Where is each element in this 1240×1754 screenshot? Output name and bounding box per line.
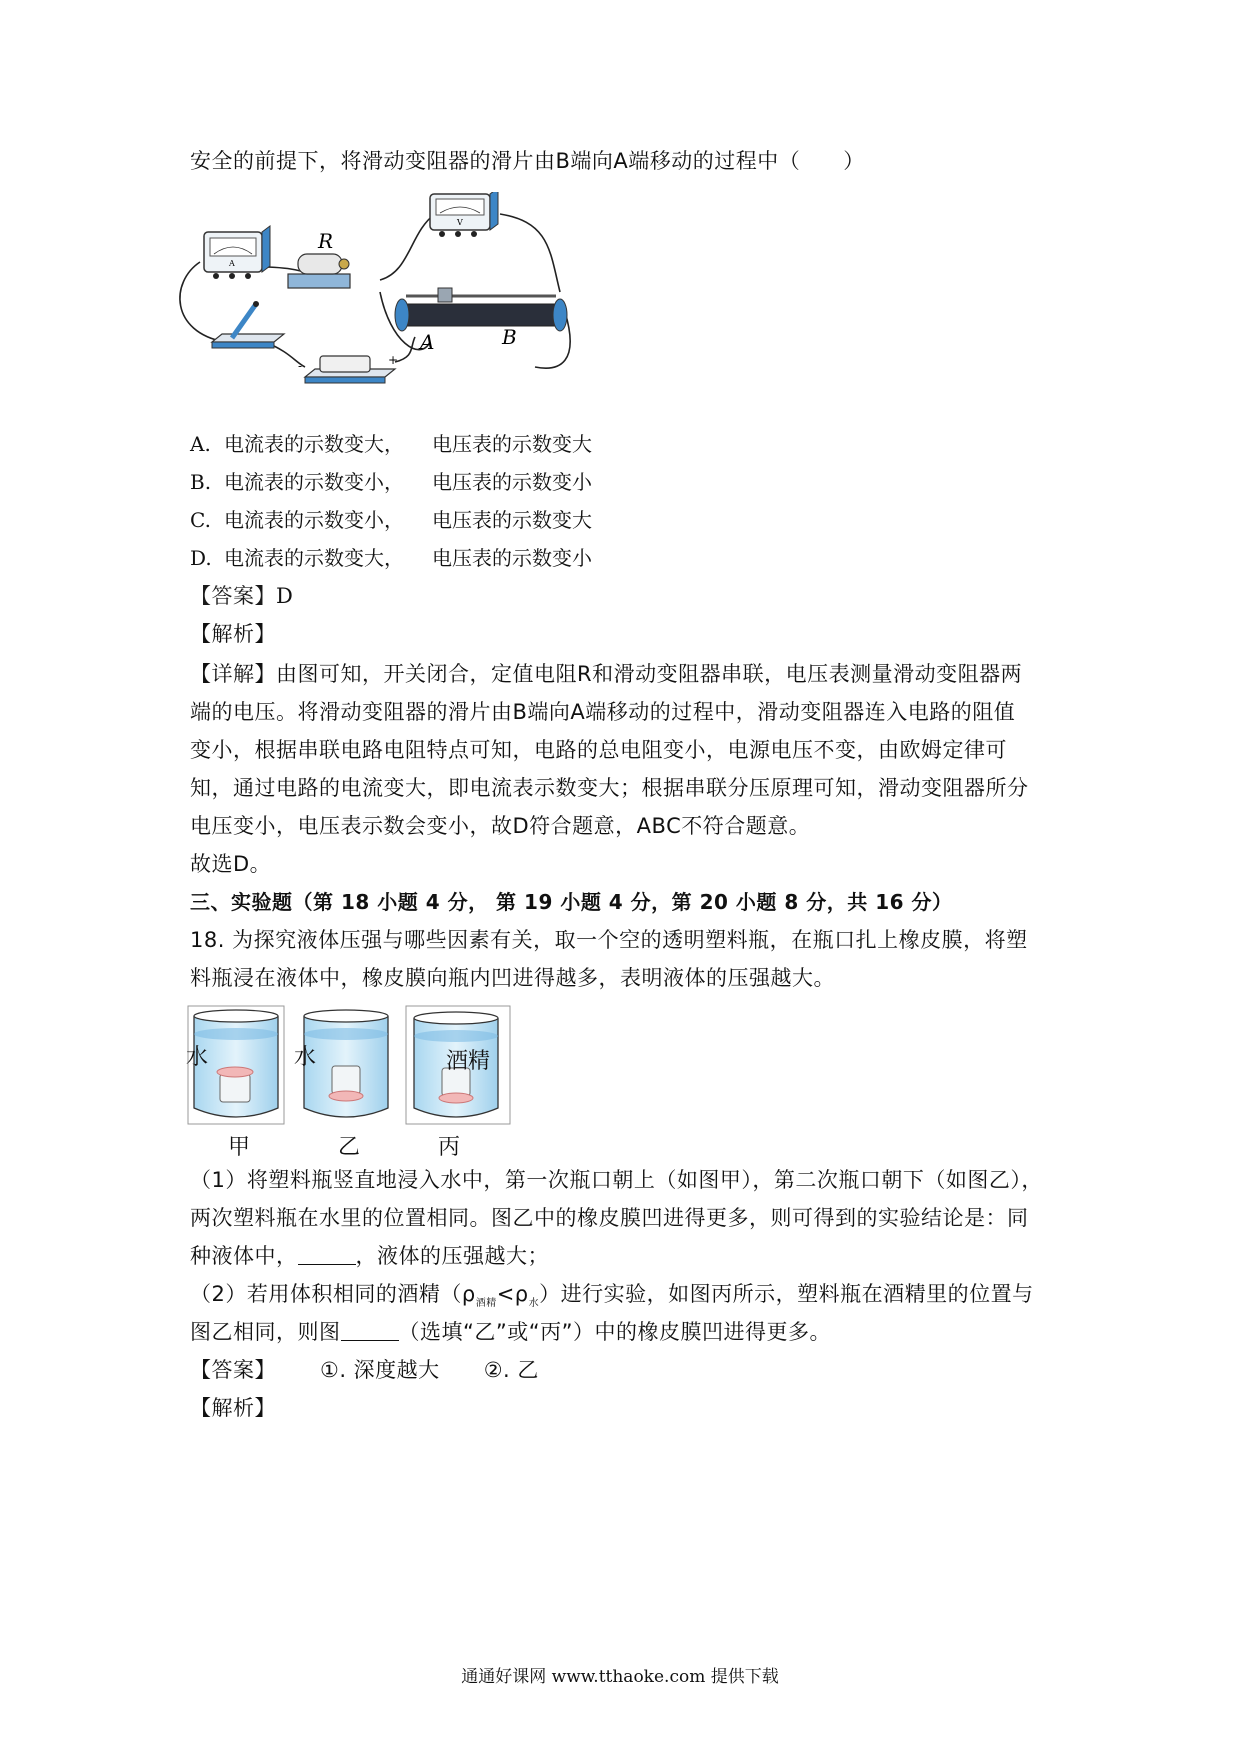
option-a: A. 电流表的示数变大， 电压表的示数变大 (190, 432, 592, 456)
q18-stem-line: 18. 为探究液体压强与哪些因素有关，取一个空的透明塑料瓶，在瓶口扎上橡皮膜，将塑 (190, 928, 1028, 952)
q17-detail-line: 变小，根据串联电路电阻特点可知，电路的总电阻变小，电源电压不变，由欧姆定律可 (190, 738, 1007, 762)
q17-detail-line: 端的电压。将滑动变阻器的滑片由B端向A端移动的过程中，滑动变阻器连入电路的阻值 (190, 700, 1016, 724)
liquid-label-yi: 水 (294, 1045, 317, 1070)
voltmeter (430, 192, 498, 237)
ammeter (204, 226, 270, 279)
circuit-figure (170, 192, 590, 432)
q17-analysis-tag: 【解析】 (190, 622, 276, 646)
q18-part1-line: 两次塑料瓶在水里的位置相同。图乙中的橡皮膜凹进得更多，则可得到的实验结论是：同 (190, 1206, 1029, 1230)
svg-text:B: B (502, 325, 517, 349)
option-b: B. 电流表的示数变小， 电压表的示数变小 (190, 470, 592, 494)
answer-blank-1[interactable] (298, 1244, 356, 1265)
svg-text:+: + (388, 353, 399, 367)
q17-detail-line: 【详解】由图可知，开关闭合，定值电阻R和滑动变阻器串联，电压表测量滑动变阻器两 (190, 662, 1023, 686)
svg-text:A: A (229, 259, 235, 268)
liquid-label-jia: 水 (186, 1045, 209, 1070)
q18-part1-line: （1）将塑料瓶竖直地浸入水中，第一次瓶口朝上（如图甲），第二次瓶口朝下（如图乙）， (190, 1168, 1043, 1192)
liquid-label-bing: 酒精 (446, 1049, 491, 1074)
q18-part2-line1: （2）若用体积相同的酒精$(\rho_{酒精}<\rho_水)$进行实验，如图丙所示，塑料瓶在酒精里的位置与 (190, 1282, 1034, 1310)
svg-text:R: R (318, 229, 334, 253)
q18-analysis-tag: 【解析】 (190, 1396, 276, 1420)
svg-text:A: A (420, 330, 435, 354)
q18-stem-line: 料瓶浸在液体中，橡皮膜向瓶内凹进得越多，表明液体的压强越大。 (190, 966, 835, 990)
option-d: D. 电流表的示数变大， 电压表的示数变小 (190, 546, 592, 570)
q18-part2-line2: 图乙相同，则图 （选填“乙”或“丙”）中的橡皮膜凹进得更多。 (190, 1320, 832, 1344)
beaker-yi (304, 1010, 388, 1117)
q18-part1-last-line: 种液体中， ，液体的压强越大； (190, 1244, 549, 1268)
q17-detail-line: 电压变小，电压表示数会变小，故D符合题意，ABC不符合题意。 (190, 814, 811, 838)
caption-jia: 甲 (228, 1135, 251, 1160)
caption-bing: 丙 (438, 1135, 461, 1160)
rheostat (395, 288, 567, 354)
q18-answer: 【答案】 ①. 深度越大 ②. 乙 (190, 1358, 539, 1382)
q17-answer: 【答案】D (190, 584, 294, 608)
section-heading: 三、实验题（第 18 小题 4 分， 第 19 小题 4 分，第 20 小题 8 分，共 16 分） (190, 890, 953, 914)
option-c: C. 电流表的示数变小， 电压表的示数变大 (190, 508, 592, 532)
caption-yi: 乙 (338, 1135, 361, 1160)
svg-text:-: - (298, 359, 303, 373)
resistor-r (288, 229, 350, 288)
battery (298, 353, 398, 383)
page-footer: 通通好课网 www.tthaoke.com 提供下载 (461, 1667, 779, 1687)
answer-blank-2[interactable] (341, 1320, 399, 1341)
q17-detail-line: 知，通过电路的电流变大，即电流表示数变大；根据串联分压原理可知，滑动变阻器所分 (190, 776, 1029, 800)
q17-conclusion: 故选D。 (190, 852, 272, 876)
svg-text:V: V (457, 218, 463, 227)
switch (212, 301, 284, 348)
question-17-intro: 安全的前提下，将滑动变阻器的滑片由B端向A端移动的过程中（ ） (190, 149, 865, 173)
